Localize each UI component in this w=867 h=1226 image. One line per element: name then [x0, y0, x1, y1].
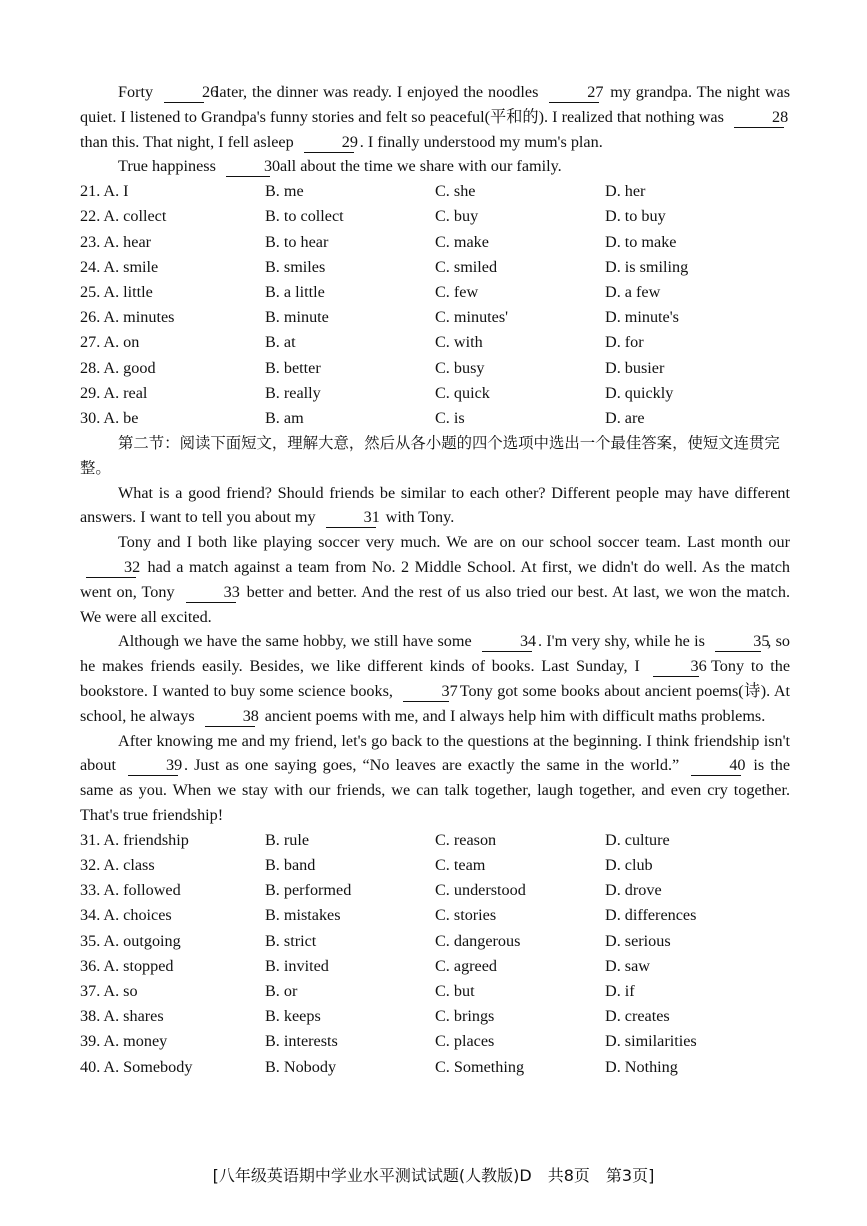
option-c: C. make	[435, 232, 489, 251]
option-c: C. understood	[435, 881, 526, 900]
option-d: D. differences	[605, 906, 697, 925]
blank-29: 29	[304, 133, 354, 153]
option-d: D. serious	[605, 931, 671, 950]
option-d: D. to make	[605, 232, 677, 251]
blank-39: 39	[128, 756, 178, 776]
text-segment: After knowing me and my friend, let's go back to the questions at the beginning. I think friendship isn't about	[80, 731, 790, 775]
text-segment: better and better. And the rest of us also tried our best. At last, we won the match. We were all excited.	[80, 582, 791, 626]
option-b: B. am	[265, 408, 304, 427]
text-segment: . I finally understood my mum's plan.	[359, 132, 603, 151]
option-a: 24. A. smile	[80, 257, 159, 276]
option-d: D. a few	[605, 283, 661, 302]
text-segment: What is a good friend? Should friends be similar to each other? Different people may have different answers. I want to tell you about my	[80, 483, 790, 527]
text-segment: True happiness	[118, 157, 216, 176]
text-segment: all about the time we share with our family.	[279, 157, 562, 176]
passage1-paragraph2	[80, 154, 790, 179]
blank-26: 26	[164, 83, 204, 103]
blank-37: 37	[403, 682, 449, 702]
option-c: C. reason	[435, 830, 497, 849]
blank-35: 35	[715, 632, 761, 652]
option-a: 40. A. Somebody	[80, 1057, 193, 1076]
option-c: C. team	[435, 856, 486, 875]
question-33-options	[80, 878, 790, 903]
question-38-options	[80, 1004, 790, 1029]
option-b: B. interests	[265, 1032, 338, 1051]
question-39-options	[80, 1029, 790, 1054]
blank-31: 31	[326, 508, 376, 528]
option-c: C. agreed	[435, 956, 498, 975]
option-a: 23. A. hear	[80, 232, 152, 251]
question-35-options	[80, 929, 790, 954]
option-d: D. busier	[605, 358, 665, 377]
option-c: C. buy	[435, 207, 479, 226]
question-22-options	[80, 204, 790, 229]
option-c: C. stories	[435, 906, 497, 925]
blank-27: 27	[549, 83, 599, 103]
option-d: D. for	[605, 333, 644, 352]
question-34-options	[80, 903, 790, 928]
question-24-options	[80, 255, 790, 280]
passage2-paragraph3	[80, 629, 790, 728]
option-d: D. quickly	[605, 383, 674, 402]
question-21-options	[80, 179, 790, 204]
text-segment: had a match against a team from No. 2 Middle School. At first, we didn't do well. As the match went on, Tony	[80, 558, 791, 601]
text-segment: than this. That night, I fell asleep	[80, 132, 294, 151]
text-segment: my grandpa. The night was quiet. I listened to Grandpa's funny stories and felt so peaceful(平和的). I realized that nothing was	[80, 83, 791, 126]
passage2-paragraph4	[80, 729, 790, 828]
question-37-options	[80, 979, 790, 1004]
text-segment: with Tony.	[385, 508, 455, 527]
option-b: B. minute	[265, 308, 329, 327]
text-segment: is the same as you. When we stay with our friends, we can talk together, laugh together, and even cry together. That's true friendship!	[80, 756, 791, 825]
option-b: B. better	[265, 358, 321, 377]
blank-38: 38	[205, 707, 255, 727]
option-c: C. quick	[435, 383, 490, 402]
question-28-options	[80, 356, 790, 381]
option-c: C. is	[435, 408, 465, 427]
question-30-options	[80, 406, 790, 431]
text-segment: Although we have the same hobby, we still have some	[118, 632, 472, 651]
option-a: 32. A. class	[80, 856, 155, 875]
option-a: 26. A. minutes	[80, 308, 175, 327]
page-footer: [八年级英语期中学业水平测试试题(人教版)D 共8页 第3页]	[212, 1166, 655, 1185]
option-d: D. if	[605, 982, 635, 1001]
text-segment: Tony and I both like playing soccer very much. We are on our school soccer team. Last month our	[118, 533, 790, 552]
blank-36: 36	[653, 657, 699, 677]
text-segment: Tony got some books about ancient poems(诗). At school, he always	[80, 682, 791, 725]
option-a: 21. A. I	[80, 182, 129, 201]
option-d: D. is smiling	[605, 257, 689, 276]
passage2-paragraph1	[80, 481, 790, 531]
option-c: C. she	[435, 182, 476, 201]
question-32-options	[80, 853, 790, 878]
options-31-40	[80, 828, 790, 1080]
text-segment: ancient poems with me, and I always help him with difficult maths problems.	[264, 706, 766, 725]
option-d: D. are	[605, 408, 645, 427]
option-a: 36. A. stopped	[80, 956, 174, 975]
option-a: 33. A. followed	[80, 881, 181, 900]
option-a: 25. A. little	[80, 283, 153, 302]
text-segment: . Just as one saying goes, “No leaves are exactly the same in the world.”	[184, 756, 680, 775]
option-a: 27. A. on	[80, 333, 140, 352]
option-b: B. invited	[265, 956, 329, 975]
option-d: D. creates	[605, 1007, 670, 1026]
option-c: C. minutes'	[435, 308, 509, 327]
option-b: B. strict	[265, 931, 317, 950]
option-b: B. me	[265, 182, 304, 201]
question-36-options	[80, 954, 790, 979]
text-segment: Tony to the bookstore. I wanted to buy some science books,	[80, 657, 791, 701]
option-a: 28. A. good	[80, 358, 156, 377]
option-a: 29. A. real	[80, 383, 148, 402]
option-b: B. a little	[265, 283, 325, 302]
option-d: D. minute's	[605, 308, 679, 327]
option-b: B. Nobody	[265, 1057, 337, 1076]
option-c: C. dangerous	[435, 931, 521, 950]
option-d: D. Nothing	[605, 1057, 678, 1076]
passage2-paragraph2	[80, 530, 790, 629]
option-a: 37. A. so	[80, 982, 138, 1001]
option-a: 38. A. shares	[80, 1007, 164, 1026]
question-31-options	[80, 828, 790, 853]
option-b: B. performed	[265, 881, 352, 900]
option-b: B. at	[265, 333, 296, 352]
option-c: C. but	[435, 982, 475, 1001]
question-25-options	[80, 280, 790, 305]
option-b: B. to collect	[265, 207, 344, 226]
option-c: C. smiled	[435, 257, 498, 276]
question-40-options	[80, 1055, 790, 1080]
option-b: B. band	[265, 856, 316, 875]
question-27-options	[80, 330, 790, 355]
blank-33: 33	[186, 583, 236, 603]
option-b: B. rule	[265, 830, 310, 849]
question-29-options	[80, 381, 790, 406]
exam-page	[80, 80, 790, 1080]
option-d: D. similarities	[605, 1032, 697, 1051]
option-a: 35. A. outgoing	[80, 931, 181, 950]
option-b: B. keeps	[265, 1007, 321, 1026]
blank-34: 34	[482, 632, 532, 652]
text-segment: later, the dinner was ready. I enjoyed the noodles	[214, 83, 539, 101]
option-b: B. really	[265, 383, 321, 402]
text-segment: Forty	[118, 83, 154, 101]
question-23-options	[80, 230, 790, 255]
text-segment: , so he makes friends easily. Besides, we like different kinds of books. Last Sunday, I	[80, 632, 790, 676]
section2-instructions: 第二节：阅读下面短文，理解大意，然后从各小题的四个选项中选出一个最佳答案，使短文连贯完整。	[80, 434, 780, 477]
option-c: C. few	[435, 283, 479, 302]
option-d: D. drove	[605, 881, 662, 900]
text-segment: . I'm very shy, while he is	[537, 632, 705, 651]
option-c: C. brings	[435, 1007, 495, 1026]
option-a: 34. A. choices	[80, 906, 172, 925]
option-d: D. her	[605, 182, 646, 201]
option-d: D. to buy	[605, 207, 666, 226]
option-b: B. mistakes	[265, 906, 341, 925]
option-d: D. culture	[605, 830, 670, 849]
option-b: B. to hear	[265, 232, 329, 251]
option-a: 39. A. money	[80, 1032, 168, 1051]
option-c: C. places	[435, 1032, 495, 1051]
option-a: 30. A. be	[80, 408, 139, 427]
option-d: D. saw	[605, 956, 650, 975]
option-a: 31. A. friendship	[80, 830, 189, 849]
blank-40: 40	[691, 756, 741, 776]
option-a: 22. A. collect	[80, 207, 167, 226]
options-21-30	[80, 179, 790, 431]
passage1-paragraph1	[80, 80, 790, 154]
option-d: D. club	[605, 856, 653, 875]
option-b: B. or	[265, 982, 298, 1001]
blank-32: 32	[86, 558, 136, 578]
question-26-options	[80, 305, 790, 330]
option-c: C. with	[435, 333, 483, 352]
option-b: B. smiles	[265, 257, 326, 276]
blank-30: 30	[226, 157, 270, 177]
option-c: C. Something	[435, 1057, 525, 1076]
option-c: C. busy	[435, 358, 485, 377]
blank-28: 28	[734, 108, 784, 128]
